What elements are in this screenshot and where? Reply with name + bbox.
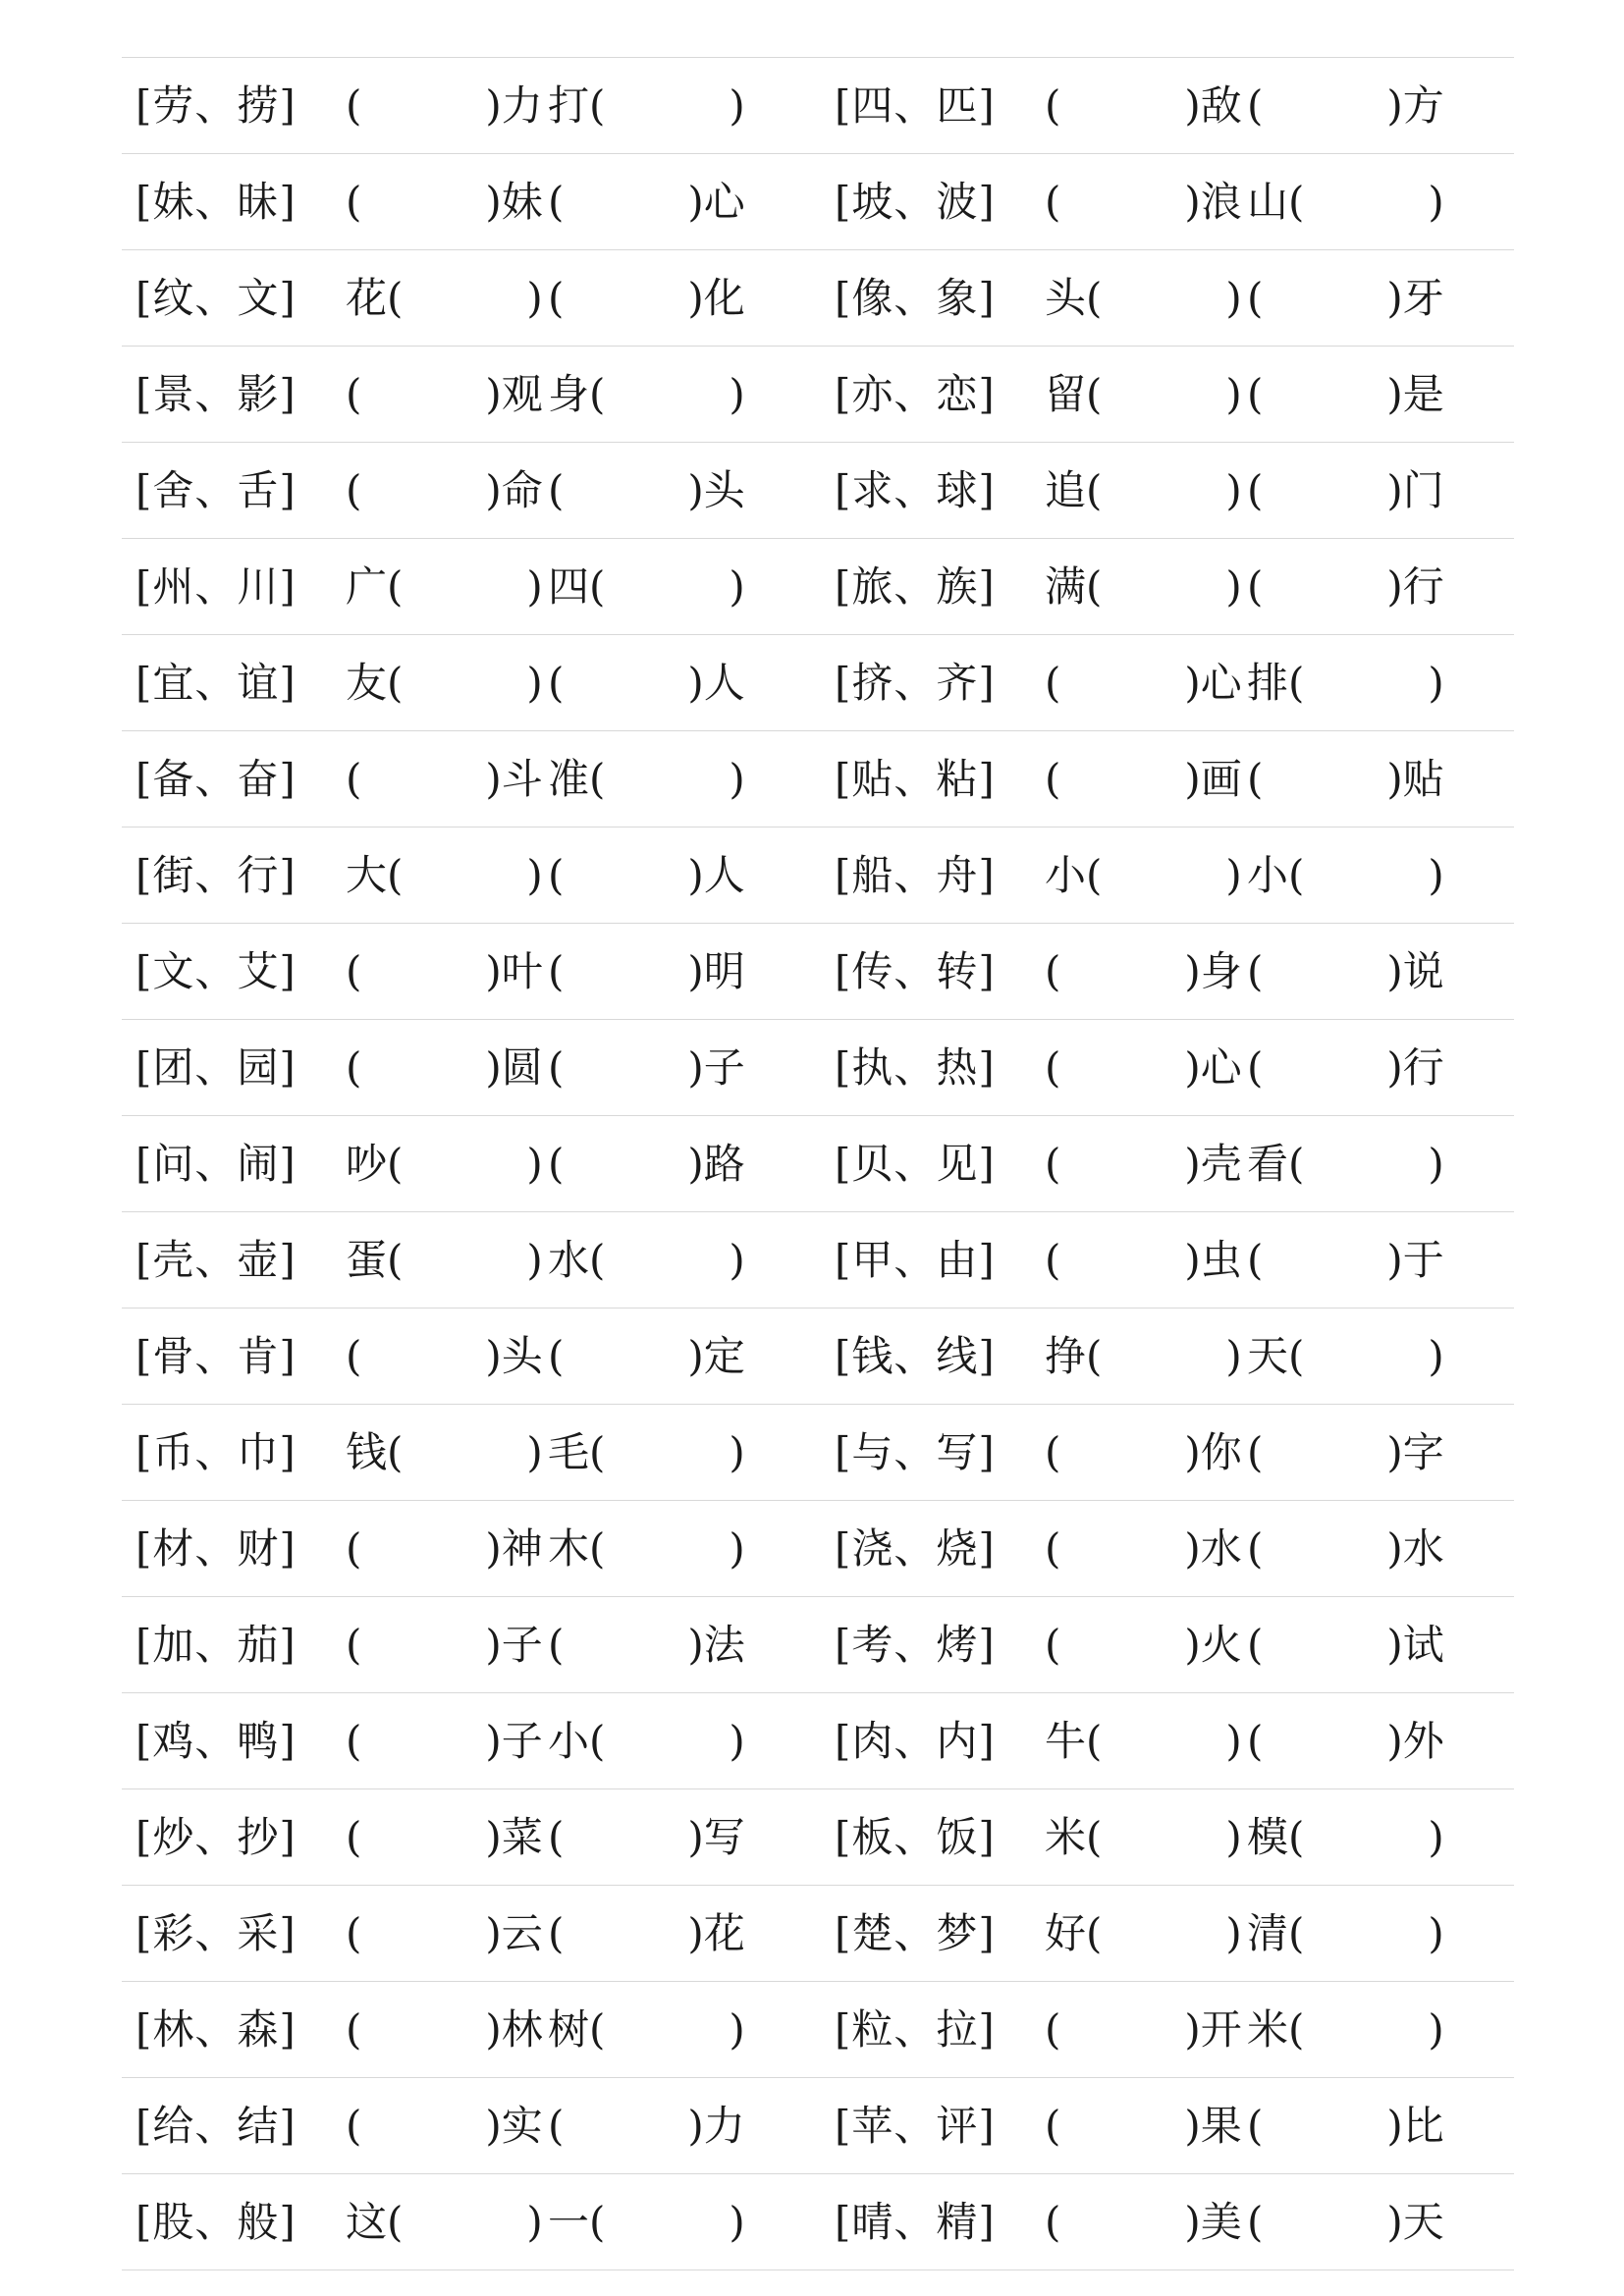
blank-word-1[interactable]: ( )力 (346, 80, 543, 130)
exercise-row (122, 2173, 1514, 2270)
blank-word-2[interactable]: 树( ) (548, 2004, 745, 2054)
char-options: [坡、波] (835, 177, 996, 226)
char-options: [粒、拉] (835, 2004, 996, 2054)
blank-word-2[interactable]: 天( ) (1247, 1331, 1444, 1380)
blank-word-2[interactable]: 四( ) (548, 561, 745, 611)
blank-word-1[interactable]: ( )实 (346, 2101, 543, 2150)
char-pair-right (821, 2174, 1517, 2269)
blank-word-2[interactable]: ( )试 (1247, 1620, 1444, 1669)
char-options: [挤、齐] (835, 658, 996, 707)
blank-word-1[interactable]: 米( ) (1045, 1812, 1242, 1861)
exercise-row (122, 538, 1514, 634)
blank-word-1[interactable]: ( )心 (1045, 1042, 1242, 1092)
blank-word-2[interactable]: ( )比 (1247, 2101, 1444, 2150)
blank-word-1[interactable]: ( )火 (1045, 1620, 1242, 1669)
char-pair-right (821, 828, 1517, 923)
blank-word-2[interactable]: ( )牙 (1247, 273, 1444, 322)
char-options: [股、般] (135, 2197, 297, 2246)
blank-word-1[interactable]: 追( ) (1045, 465, 1242, 514)
exercise-row (122, 1115, 1514, 1211)
blank-word-1[interactable]: ( )壳 (1045, 1139, 1242, 1188)
exercise-row (122, 2077, 1514, 2173)
exercise-row (122, 1500, 1514, 1596)
blank-word-1[interactable]: ( )圆 (346, 1042, 543, 1092)
blank-word-2[interactable]: ( )人 (548, 850, 745, 899)
blank-word-1[interactable]: 好( ) (1045, 1908, 1242, 1957)
blank-word-2[interactable]: 木( ) (548, 1523, 745, 1573)
char-options: [贴、粘] (835, 754, 996, 803)
blank-word-2[interactable]: 身( ) (548, 369, 745, 418)
char-pair-right (821, 1886, 1517, 1981)
char-options: [骨、肯] (135, 1331, 297, 1380)
char-options: [板、饭] (835, 1812, 996, 1861)
blank-word-2[interactable]: ( )字 (1247, 1427, 1444, 1476)
blank-word-1[interactable]: 广( ) (346, 561, 543, 611)
char-pair-right (821, 1693, 1517, 1789)
char-pair-right (821, 347, 1517, 442)
char-options: [景、影] (135, 369, 297, 418)
blank-word-2[interactable]: ( )写 (548, 1812, 745, 1861)
blank-word-1[interactable]: ( )开 (1045, 2004, 1242, 2054)
char-pair-right (821, 1789, 1517, 1885)
blank-word-2[interactable]: ( )行 (1247, 1042, 1444, 1092)
char-pair-right (821, 635, 1517, 730)
blank-word-2[interactable]: 模( ) (1247, 1812, 1444, 1861)
blank-word-2[interactable]: ( )行 (1247, 561, 1444, 611)
char-options: [苹、评] (835, 2101, 996, 2150)
char-pair-left (122, 1597, 818, 1692)
char-pair-right (821, 154, 1517, 249)
blank-word-2[interactable]: ( )门 (1247, 465, 1444, 514)
blank-word-1[interactable]: ( )妹 (346, 177, 543, 226)
blank-word-1[interactable]: 这( ) (346, 2197, 543, 2246)
char-pair-right (821, 731, 1517, 827)
char-options: [给、结] (135, 2101, 297, 2150)
char-options: [鸡、鸭] (135, 1716, 297, 1765)
blank-word-2[interactable]: ( )花 (548, 1908, 745, 1957)
blank-word-2[interactable]: 小( ) (1247, 850, 1444, 899)
char-pair-right (821, 2078, 1517, 2173)
blank-word-1[interactable]: ( )心 (1045, 658, 1242, 707)
char-options: [像、象] (835, 273, 996, 322)
char-options: [晴、精] (835, 2197, 996, 2246)
blank-word-2[interactable]: ( )头 (548, 465, 745, 514)
blank-word-1[interactable]: ( )水 (1045, 1523, 1242, 1573)
exercise-row (122, 923, 1514, 1019)
char-options: [与、写] (835, 1427, 996, 1476)
char-options: [甲、由] (835, 1235, 996, 1284)
exercise-row (122, 1211, 1514, 1308)
char-options: [问、闹] (135, 1139, 297, 1188)
exercise-row (122, 57, 1514, 153)
exercise-row (122, 730, 1514, 827)
blank-word-2[interactable]: ( )是 (1247, 369, 1444, 418)
blank-word-2[interactable]: 排( ) (1247, 658, 1444, 707)
blank-word-1[interactable]: 蛋( ) (346, 1235, 543, 1284)
char-pair-left (122, 58, 818, 153)
char-options: [求、球] (835, 465, 996, 514)
char-options: [楚、梦] (835, 1908, 996, 1957)
blank-word-1[interactable]: 友( ) (346, 658, 543, 707)
char-pair-left (122, 1308, 818, 1404)
char-options: [备、奋] (135, 754, 297, 803)
blank-word-2[interactable]: 水( ) (548, 1235, 745, 1284)
blank-word-1[interactable]: ( )子 (346, 1620, 543, 1669)
char-options: [亦、恋] (835, 369, 996, 418)
blank-word-2[interactable]: ( )说 (1247, 946, 1444, 995)
blank-word-1[interactable]: 花( ) (346, 273, 543, 322)
blank-word-1[interactable]: ( )命 (346, 465, 543, 514)
char-pair-left (122, 1116, 818, 1211)
blank-word-2[interactable]: 打( ) (548, 80, 745, 130)
char-pair-left (122, 924, 818, 1019)
blank-word-1[interactable]: ( )斗 (346, 754, 543, 803)
blank-word-1[interactable]: 钱( ) (346, 1427, 543, 1476)
blank-word-2[interactable]: ( )水 (1247, 1523, 1444, 1573)
char-options: [加、茄] (135, 1620, 297, 1669)
char-options: [宜、谊] (135, 658, 297, 707)
blank-word-1[interactable]: 牛( ) (1045, 1716, 1242, 1765)
blank-word-2[interactable]: ( )心 (548, 177, 745, 226)
char-pair-left (122, 731, 818, 827)
blank-word-1[interactable]: ( )头 (346, 1331, 543, 1380)
char-pair-left (122, 1405, 818, 1500)
char-pair-left (122, 2174, 818, 2269)
blank-word-2[interactable]: ( )天 (1247, 2197, 1444, 2246)
char-options: [钱、线] (835, 1331, 996, 1380)
blank-word-1[interactable]: ( )叶 (346, 946, 543, 995)
char-options: [街、行] (135, 850, 297, 899)
char-pair-left (122, 2078, 818, 2173)
blank-word-1[interactable]: ( )果 (1045, 2101, 1242, 2150)
blank-word-1[interactable]: ( )林 (346, 2004, 543, 2054)
blank-word-1[interactable]: ( )虫 (1045, 1235, 1242, 1284)
blank-word-2[interactable]: ( )力 (548, 2101, 745, 2150)
exercise-row (122, 1404, 1514, 1500)
blank-word-2[interactable]: 山( ) (1247, 177, 1444, 226)
char-pair-left (122, 635, 818, 730)
char-pair-left (122, 1789, 818, 1885)
char-pair-right (821, 250, 1517, 346)
char-pair-left (122, 250, 818, 346)
char-options: [传、转] (835, 946, 996, 995)
exercise-row (122, 1308, 1514, 1404)
char-pair-right (821, 539, 1517, 634)
char-pair-right (821, 1308, 1517, 1404)
blank-word-2[interactable]: ( )明 (548, 946, 745, 995)
char-pair-left (122, 1982, 818, 2077)
blank-word-1[interactable]: ( )观 (346, 369, 543, 418)
exercise-row (122, 827, 1514, 923)
char-options: [妹、昧] (135, 177, 297, 226)
char-pair-right (821, 924, 1517, 1019)
char-pair-left (122, 1212, 818, 1308)
exercise-row (122, 1789, 1514, 1885)
blank-word-2[interactable]: ( )子 (548, 1042, 745, 1092)
blank-word-2[interactable]: ( )定 (548, 1331, 745, 1380)
char-options: [彩、采] (135, 1908, 297, 1957)
char-pair-left (122, 1693, 818, 1789)
char-options: [文、艾] (135, 946, 297, 995)
blank-word-2[interactable]: 准( ) (548, 754, 745, 803)
char-options: [币、巾] (135, 1427, 297, 1476)
blank-word-1[interactable]: ( )浪 (1045, 177, 1242, 226)
char-options: [执、热] (835, 1042, 996, 1092)
blank-word-1[interactable]: ( )神 (346, 1523, 543, 1573)
char-options: [四、匹] (835, 80, 996, 130)
char-options: [劳、捞] (135, 80, 297, 130)
blank-word-1[interactable]: 头( ) (1045, 273, 1242, 322)
blank-word-1[interactable]: ( )云 (346, 1908, 543, 1957)
blank-word-1[interactable]: 满( ) (1045, 561, 1242, 611)
char-pair-right (821, 1501, 1517, 1596)
char-pair-left (122, 154, 818, 249)
char-options: [林、森] (135, 2004, 297, 2054)
blank-word-1[interactable]: ( )你 (1045, 1427, 1242, 1476)
exercise-row (122, 346, 1514, 442)
blank-word-1[interactable]: ( )美 (1045, 2197, 1242, 2246)
char-pair-left (122, 1020, 818, 1115)
blank-word-2[interactable]: 清( ) (1247, 1908, 1444, 1957)
blank-word-1[interactable]: ( )身 (1045, 946, 1242, 995)
char-pair-right (821, 1116, 1517, 1211)
exercise-row (122, 249, 1514, 346)
exercise-row (122, 1596, 1514, 1692)
blank-word-1[interactable]: 挣( ) (1045, 1331, 1242, 1380)
char-options: [贝、见] (835, 1139, 996, 1188)
blank-word-1[interactable]: ( )菜 (346, 1812, 543, 1861)
char-pair-right (821, 1405, 1517, 1500)
blank-word-1[interactable]: 大( ) (346, 850, 543, 899)
blank-word-2[interactable]: ( )于 (1247, 1235, 1444, 1284)
blank-word-2[interactable]: ( )法 (548, 1620, 745, 1669)
char-pair-right (821, 443, 1517, 538)
blank-word-1[interactable]: 留( ) (1045, 369, 1242, 418)
blank-word-2[interactable]: 毛( ) (548, 1427, 745, 1476)
char-pair-right (821, 1020, 1517, 1115)
blank-word-2[interactable]: ( )路 (548, 1139, 745, 1188)
blank-word-1[interactable]: 小( ) (1045, 850, 1242, 899)
exercise-row (122, 1885, 1514, 1981)
exercise-row (122, 1692, 1514, 1789)
exercise-row (122, 442, 1514, 538)
char-pair-left (122, 347, 818, 442)
exercise-row (122, 1019, 1514, 1115)
worksheet (122, 57, 1514, 2270)
blank-word-2[interactable]: ( )方 (1247, 80, 1444, 130)
char-options: [团、园] (135, 1042, 297, 1092)
char-pair-left (122, 828, 818, 923)
blank-word-1[interactable]: ( )画 (1045, 754, 1242, 803)
blank-word-1[interactable]: 吵( ) (346, 1139, 543, 1188)
char-options: [州、川] (135, 561, 297, 611)
char-pair-right (821, 1597, 1517, 1692)
char-pair-left (122, 1501, 818, 1596)
exercise-row (122, 634, 1514, 730)
blank-word-2[interactable]: 小( ) (548, 1716, 745, 1765)
char-options: [纹、文] (135, 273, 297, 322)
blank-word-2[interactable]: ( )外 (1247, 1716, 1444, 1765)
char-pair-left (122, 539, 818, 634)
char-pair-left (122, 1886, 818, 1981)
char-options: [炒、抄] (135, 1812, 297, 1861)
blank-word-2[interactable]: 看( ) (1247, 1139, 1444, 1188)
char-options: [壳、壶] (135, 1235, 297, 1284)
char-options: [浇、烧] (835, 1523, 996, 1573)
char-pair-right (821, 1212, 1517, 1308)
char-options: [肉、内] (835, 1716, 996, 1765)
blank-word-2[interactable]: ( )贴 (1247, 754, 1444, 803)
exercise-row (122, 1981, 1514, 2077)
char-options: [考、烤] (835, 1620, 996, 1669)
char-options: [旅、族] (835, 561, 996, 611)
blank-word-2[interactable]: 一( ) (548, 2197, 745, 2246)
blank-word-2[interactable]: ( )人 (548, 658, 745, 707)
char-pair-left (122, 443, 818, 538)
exercise-row (122, 153, 1514, 249)
char-options: [材、财] (135, 1523, 297, 1573)
blank-word-2[interactable]: ( )化 (548, 273, 745, 322)
blank-word-2[interactable]: 米( ) (1247, 2004, 1444, 2054)
char-options: [舍、舌] (135, 465, 297, 514)
blank-word-1[interactable]: ( )子 (346, 1716, 543, 1765)
char-options: [船、舟] (835, 850, 996, 899)
char-pair-right (821, 1982, 1517, 2077)
char-pair-right (821, 58, 1517, 153)
blank-word-1[interactable]: ( )敌 (1045, 80, 1242, 130)
